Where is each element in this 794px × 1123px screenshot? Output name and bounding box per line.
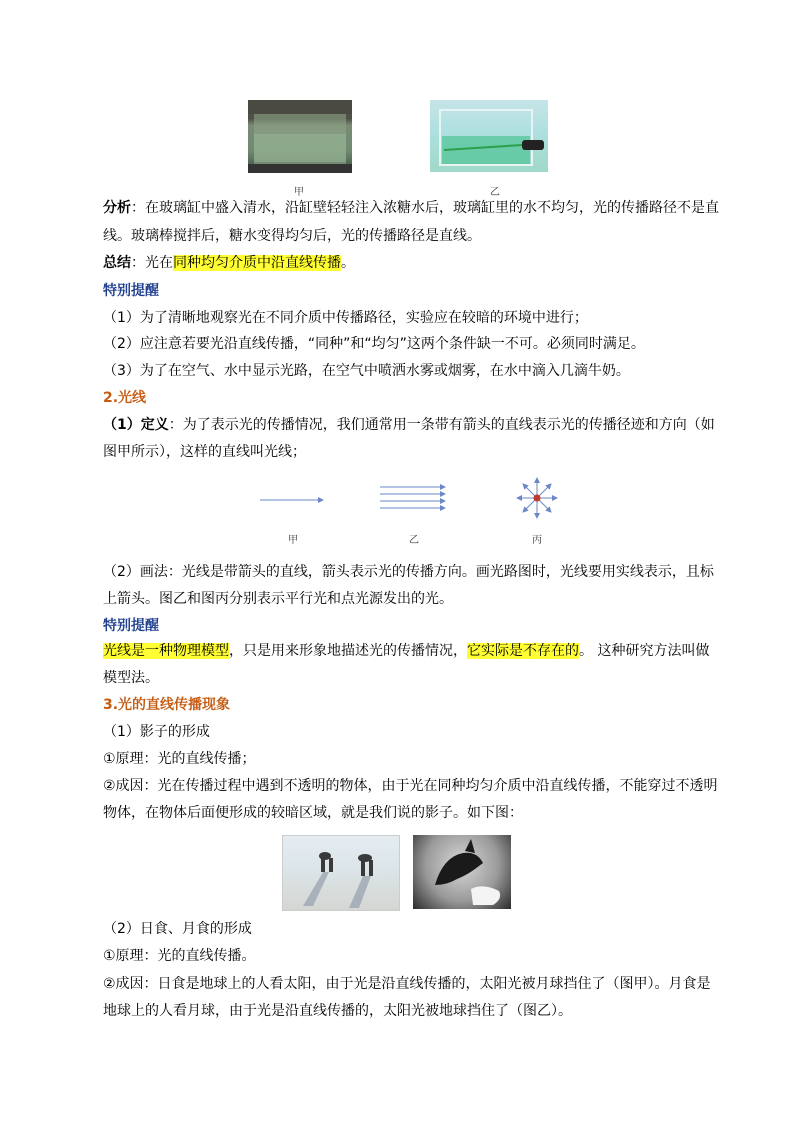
eclipse-cause-2: 地球上的人看月球，由于光是沿直线传播的，太阳光被地球挡住了（图乙）。 xyxy=(103,1003,572,1019)
point-source-rays xyxy=(517,478,557,518)
analysis-text-1: 在玻璃缸中盛入清水，沿缸壁轻轻注入浓糖水后，玻璃缸里的水不均匀，光的传播路径不是直 xyxy=(145,200,719,216)
tank-image xyxy=(248,100,352,173)
tank-laser-image xyxy=(430,100,548,172)
note1-item-1: （1）为了清晰地观察光在不同介质中传播路径，实验应在较暗的环境中进行； xyxy=(103,310,588,326)
analysis-line-2: 线。玻璃棒搅拌后，糖水变得均匀后，光的传播路径是直线。 xyxy=(103,228,481,244)
note2-line-1 xyxy=(103,641,723,661)
note2-end: 。 这种研究方法叫做 xyxy=(579,643,710,659)
shadow-cause-1: ②成因：光在传播过程中遇到不透明的物体，由于光在同种均匀介质中沿直线传播，不能穿过不透明 xyxy=(103,778,718,794)
shadow-principle: ①原理：光的直线传播； xyxy=(103,751,256,767)
photo-shadow-people xyxy=(282,835,400,911)
summary-suffix: 。 xyxy=(341,255,355,271)
shadow-cause-2: 物体，在物体后面便形成的较暗区域，就是我们说的影子。如下图： xyxy=(103,805,523,821)
caption-jia-rays: 甲 xyxy=(288,535,298,546)
summary-colon: ： xyxy=(131,255,145,271)
analysis-label: 分析 xyxy=(103,200,131,216)
section2-def-line-2: 图甲所示），这样的直线叫光线； xyxy=(103,444,306,460)
summary-prefix: 光在 xyxy=(145,255,173,271)
section2-draw-line-1: （2）画法：光线是带箭头的直线，箭头表示光的传播方向。画光路图时，光线要用实线表示，且标 xyxy=(103,564,714,580)
note1-item-2: （2）应注意若要光沿直线传播，“同种”和“均匀”这两个条件缺一不可。必须同时满足。 xyxy=(103,336,645,352)
def-label: （1）定义 xyxy=(103,417,169,433)
note1-item-3: （3）为了在空气、水中显示光路，在空气中喷洒水雾或烟雾，在水中滴入几滴牛奶。 xyxy=(103,363,630,379)
note2-mid: ，只是用来形象地描述光的传播情况， xyxy=(229,643,467,659)
parallel-rays xyxy=(380,487,445,508)
section2-draw-line-2: 上箭头。图乙和图丙分别表示平行光和点光源发出的光。 xyxy=(103,591,453,607)
section2-title: 2.光线 xyxy=(103,390,147,406)
shadow-title: （1）影子的形成 xyxy=(103,724,210,740)
caption-bing-rays: 丙 xyxy=(532,535,542,546)
hand-shadow-image xyxy=(413,835,511,909)
photo-hand-shadow xyxy=(413,835,511,909)
note1-title: 特别提醒 xyxy=(103,283,159,299)
analysis-line-1 xyxy=(103,198,723,218)
photo-tank-yi xyxy=(430,100,548,172)
note2-highlight-1: 光线是一种物理模型 xyxy=(103,643,229,659)
caption-yi-rays: 乙 xyxy=(409,535,419,546)
summary-label: 总结 xyxy=(103,255,131,271)
note2-highlight-2: 它实际是不存在的 xyxy=(467,643,579,659)
note2-line-2: 模型法。 xyxy=(103,670,159,686)
eclipse-cause-1: ②成因：日食是地球上的人看太阳，由于光是沿直线传播的，太阳光被月球挡住了（图甲）。月食是 xyxy=(103,976,711,992)
eclipse-principle: ①原理：光的直线传播。 xyxy=(103,948,256,964)
people-shadow-image xyxy=(283,836,399,910)
section3-title: 3.光的直线传播现象 xyxy=(103,697,231,713)
caption-yi-top: 乙 xyxy=(490,187,500,198)
def-text-1: 为了表示光的传播情况，我们通常用一条带有箭头的直线表示光的传播径迹和方向（如 xyxy=(182,417,715,433)
section2-def-line-1 xyxy=(103,415,723,435)
point-source xyxy=(534,495,541,502)
note2-title: 特别提醒 xyxy=(103,618,159,634)
photo-tank-jia xyxy=(248,100,352,173)
caption-jia-top: 甲 xyxy=(294,187,304,198)
eclipse-title: （2）日食、月食的形成 xyxy=(103,921,252,937)
summary-highlight: 同种均匀介质中沿直线传播 xyxy=(173,255,341,271)
analysis-colon: ： xyxy=(131,200,145,216)
def-colon: ： xyxy=(168,417,183,433)
summary-line xyxy=(103,253,723,273)
ray-diagrams xyxy=(250,472,570,532)
